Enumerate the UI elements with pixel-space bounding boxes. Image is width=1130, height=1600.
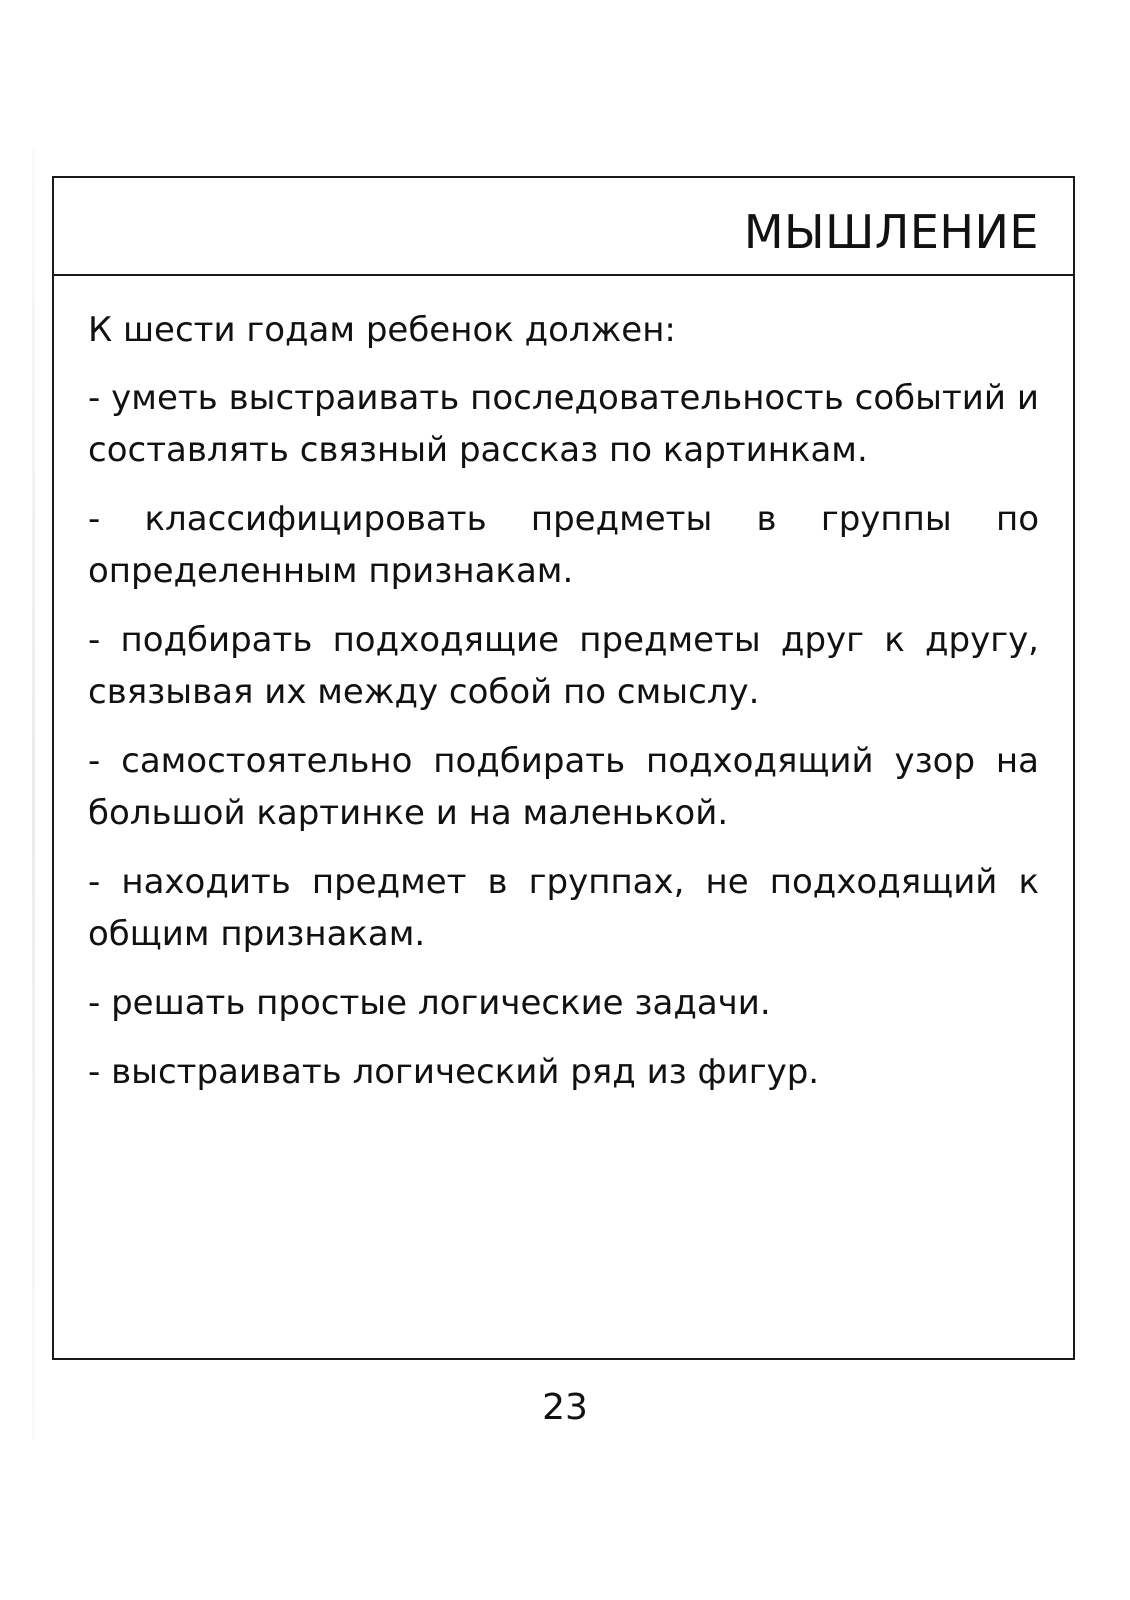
- page-number: 23: [542, 1387, 588, 1428]
- list-item: - выстраивать логический ряд из фигур.: [88, 1052, 820, 1092]
- list-item: - решать простые логические задачи.: [88, 983, 771, 1023]
- list-item: - уметь выстраивать последовательность событий и составлять связный рассказ по картинкам.: [88, 378, 1039, 470]
- page-header: [54, 178, 1073, 276]
- list-item: - подбирать подходящие предметы друг к другу, связывая их между собой по смыслу.: [88, 620, 1039, 712]
- list-item: - классифицировать предметы в группы по определенным признакам.: [88, 499, 1039, 591]
- page-content: [88, 304, 1039, 1115]
- scan-edge-shadow: [32, 150, 35, 1440]
- list-item: - самостоятельно подбирать подходящий узор на большой картинке и на маленькой.: [88, 741, 1039, 833]
- intro-text: К шести годам ребенок должен:: [88, 310, 676, 350]
- list-item: - находить предмет в группах, не подходящий к общим признакам.: [88, 862, 1039, 954]
- page-title: МЫШЛЕНИЕ: [743, 205, 1039, 259]
- page-frame: [52, 176, 1075, 1360]
